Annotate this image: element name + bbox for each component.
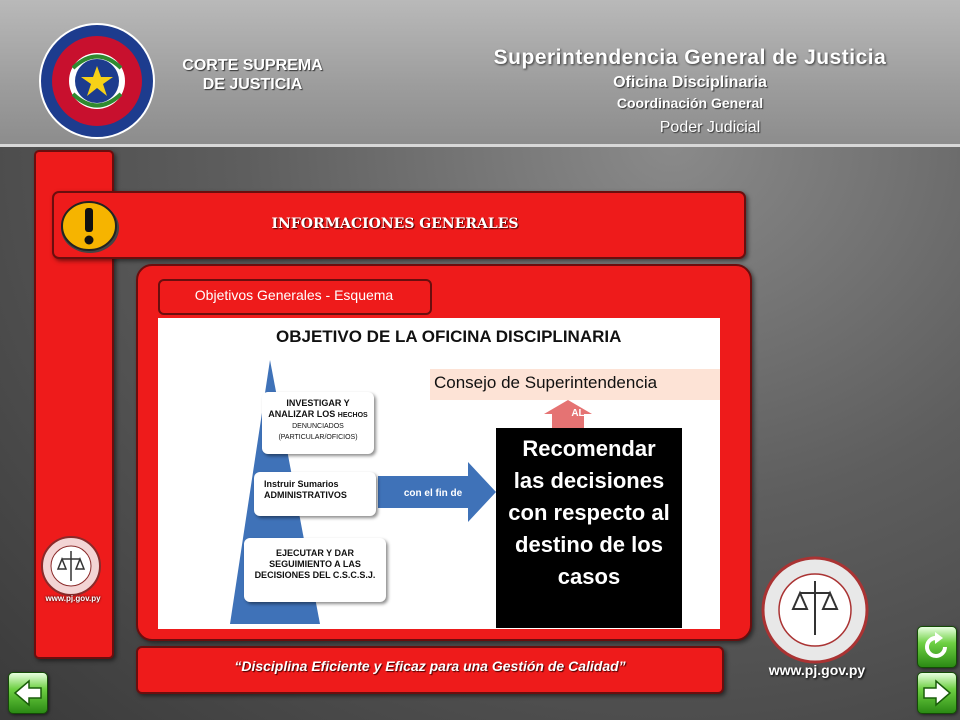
- page-title: Superintendencia General de Justicia: [493, 46, 887, 69]
- slogan-text: “Disciplina Eficiente y Eficaz para una Gestión de Calidad”: [234, 658, 626, 674]
- box1-line4: (PARTICULAR/OFICIOS): [278, 434, 358, 441]
- recommend-line1: Recomendar: [522, 436, 656, 461]
- consejo-label: Consejo de Superintendencia: [434, 373, 658, 392]
- warning-icon: [58, 196, 122, 256]
- sidebar-url[interactable]: www.pj.gov.py: [45, 594, 101, 603]
- poder-judicial-subtitle: Poder Judicial: [659, 119, 761, 136]
- corte-line2: DE JUSTICIA: [202, 76, 303, 93]
- paraguay-seal-icon: [38, 22, 156, 140]
- recommend-line5: casos: [557, 564, 621, 589]
- diagram-title: OBJETIVO DE LA OFICINA DISCIPLINARIA: [276, 327, 622, 346]
- box1-line2-main: ANALIZAR LOS: [268, 409, 336, 419]
- instruir-box: [254, 472, 376, 516]
- court-seal-large-icon: [760, 555, 870, 665]
- recommend-text: [500, 433, 678, 593]
- arrow-label: con el fin de: [403, 488, 463, 499]
- box2-line2: ADMINISTRATIVOS: [264, 490, 347, 500]
- box1-line1: INVESTIGAR Y: [286, 398, 350, 408]
- reload-button[interactable]: [917, 626, 957, 668]
- box3-line1: EJECUTAR Y DAR: [275, 548, 355, 558]
- forward-button[interactable]: [917, 672, 957, 714]
- forward-arrow-icon: [918, 673, 956, 713]
- investigar-box: [262, 392, 374, 454]
- box3-line3: DECISIONES DEL C.S.C.S.J.: [254, 570, 376, 580]
- footer-url[interactable]: www.pj.gov.py: [768, 662, 866, 678]
- recommend-line3: con respecto al: [508, 500, 670, 525]
- back-arrow-icon: [9, 673, 47, 713]
- al-label: AL: [571, 408, 585, 419]
- box2-line1: Instruir Sumarios: [264, 479, 339, 489]
- recommend-line2: las decisiones: [513, 468, 665, 493]
- coordinacion-subtitle: Coordinación General: [616, 95, 764, 111]
- corte-suprema-label: [170, 56, 335, 94]
- box1-line3: DENUNCIADOS: [292, 423, 344, 430]
- info-title: INFORMACIONES GENERALES: [271, 216, 519, 232]
- recommend-line4: destino de los: [515, 532, 663, 557]
- ejecutar-box: [244, 538, 386, 602]
- header-divider: [0, 144, 960, 147]
- oficina-subtitle: Oficina Disciplinaria: [613, 74, 767, 91]
- box1-line2: [268, 409, 368, 421]
- box3-line2: SEGUIMIENTO A LAS: [269, 559, 361, 569]
- tab-objetivos-label: Objetivos Generales - Esquema: [194, 287, 394, 303]
- back-button[interactable]: [8, 672, 48, 714]
- court-seal-icon: [40, 535, 102, 597]
- reload-icon: [918, 627, 956, 667]
- box1-line2-small: HECHOS: [337, 412, 368, 419]
- corte-line1: CORTE SUPREMA: [182, 57, 323, 74]
